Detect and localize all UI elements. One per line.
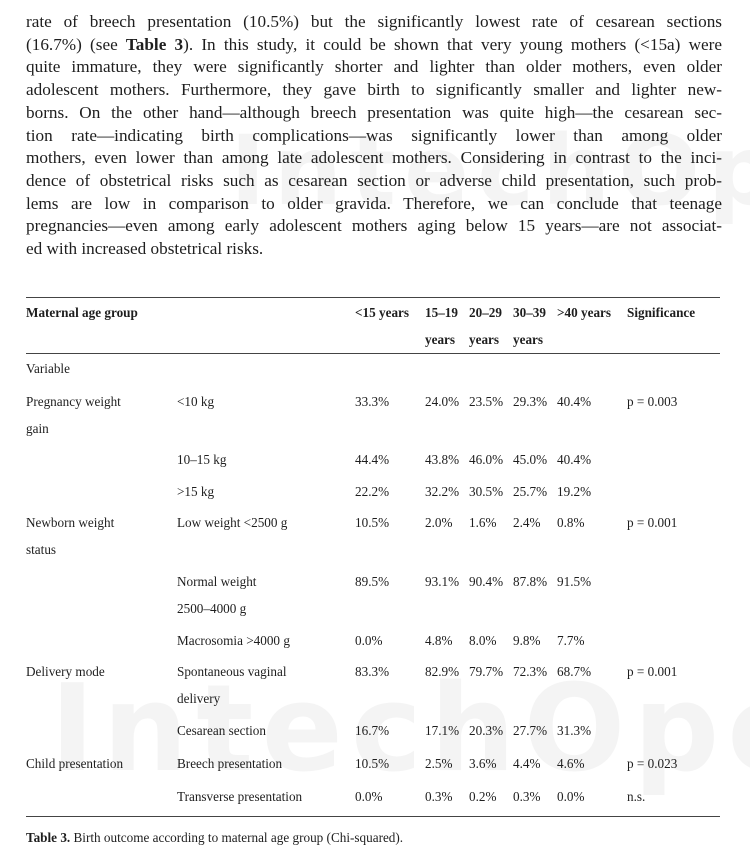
percentage-cell: 25.7% <box>513 484 548 499</box>
header-maternal-age-group: Maternal age group <box>26 305 138 320</box>
paragraph-line <box>26 11 722 34</box>
caption-label: Table 3. <box>26 830 71 845</box>
subcategory-label: Cesarean section <box>177 723 266 738</box>
percentage-cell: 0.3% <box>425 789 453 804</box>
paragraph-line <box>26 238 722 261</box>
table-top-rule <box>26 297 720 298</box>
percentage-cell: 82.9% <box>425 664 460 679</box>
watermark-bottom <box>50 660 750 799</box>
percentage-cell: 87.8% <box>513 574 548 589</box>
percentage-cell: 3.6% <box>469 756 497 771</box>
percentage-cell: 2.0% <box>425 515 453 530</box>
line-text: ed with increased obstetrical risks. <box>26 239 264 259</box>
percentage-cell: 43.8% <box>425 452 460 467</box>
percentage-cell: 40.4% <box>557 394 592 409</box>
line-text: adolescent mothers. Furthermore, they gave birth to significantly smaller and lighter new- <box>26 80 722 100</box>
subcategory-label: Macrosomia >4000 g <box>177 633 290 648</box>
percentage-cell: 29.3% <box>513 394 548 409</box>
table-bottom-rule <box>26 816 720 817</box>
percentage-cell: 83.3% <box>355 664 390 679</box>
percentage-cell: 79.7% <box>469 664 504 679</box>
subcategory-label: Transverse presentation <box>177 789 303 804</box>
paragraph-line <box>26 170 722 193</box>
percentage-cell: 68.7% <box>557 664 592 679</box>
percentage-cell: 24.0% <box>425 394 460 409</box>
line-text: ). In this study, it could be shown that very young mothers (<15a) were <box>183 34 722 54</box>
variable-name: Pregnancy weight <box>26 394 121 409</box>
significance-cell: n.s. <box>627 789 646 804</box>
header-30-39: 30–39 <box>513 305 546 320</box>
percentage-cell: 0.0% <box>355 633 383 648</box>
percentage-cell: 30.5% <box>469 484 504 499</box>
line-text: borns. On the other hand—although breech presentation was quite high—the cesarean sec- <box>26 102 722 122</box>
line-text: mothers, even lower than among late adolescent mothers. Considering in contrast to the inci- <box>26 148 722 168</box>
subcategory-label: Spontaneous vaginal <box>177 664 287 679</box>
percentage-cell: 4.8% <box>425 633 453 648</box>
percentage-cell: 89.5% <box>355 574 390 589</box>
header-15-19-years: years <box>425 332 456 347</box>
table-header-rule <box>26 353 720 354</box>
variable-label: Variable <box>26 361 70 376</box>
paragraph-line <box>26 215 722 238</box>
header-over-40: >40 years <box>557 305 612 320</box>
percentage-cell: 4.6% <box>557 756 585 771</box>
percentage-cell: 10.5% <box>355 515 390 530</box>
caption-text: Birth outcome according to maternal age group (Chi-squared). <box>70 830 404 845</box>
paragraph-line <box>26 147 722 170</box>
percentage-cell: 9.8% <box>513 633 541 648</box>
subcategory-label: delivery <box>177 691 221 706</box>
percentage-cell: 4.4% <box>513 756 541 771</box>
table-caption <box>26 830 403 846</box>
paragraph-line <box>26 34 722 57</box>
percentage-cell: 0.2% <box>469 789 497 804</box>
line-text: lems are low in comparison to older gravida. Therefore, we can conclude that teenage <box>26 193 722 213</box>
variable-name: Newborn weight <box>26 515 115 530</box>
significance-cell: p = 0.003 <box>627 394 678 409</box>
header-under-15: <15 years <box>355 305 410 320</box>
paragraph-line <box>26 79 722 102</box>
percentage-cell: 32.2% <box>425 484 460 499</box>
percentage-cell: 23.5% <box>469 394 504 409</box>
percentage-cell: 0.8% <box>557 515 585 530</box>
percentage-cell: 0.0% <box>557 789 585 804</box>
subcategory-label: >15 kg <box>177 484 215 499</box>
percentage-cell: 90.4% <box>469 574 504 589</box>
percentage-cell: 2.4% <box>513 515 541 530</box>
paragraph-line <box>26 56 722 79</box>
line-text: tion rate—indicating birth complications—was significantly lower than among older <box>26 125 722 145</box>
percentage-cell: 91.5% <box>557 574 592 589</box>
variable-name: Delivery mode <box>26 664 105 679</box>
variable-name: gain <box>26 421 49 436</box>
header-15-19: 15–19 <box>425 305 458 320</box>
percentage-cell: 7.7% <box>557 633 585 648</box>
percentage-cell: 27.7% <box>513 723 548 738</box>
paragraph-line <box>26 102 722 125</box>
line-text: dence of obstetrical risks such as cesarean section or adverse child presentation, such prob- <box>26 170 722 190</box>
percentage-cell: 31.3% <box>557 723 592 738</box>
subcategory-label: Low weight <2500 g <box>177 515 288 530</box>
percentage-cell: 2.5% <box>425 756 453 771</box>
percentage-cell: 16.7% <box>355 723 390 738</box>
percentage-cell: 19.2% <box>557 484 592 499</box>
subcategory-label: Breech presentation <box>177 756 283 771</box>
table-reference: Table 3 <box>125 34 184 54</box>
header-20-29: 20–29 <box>469 305 502 320</box>
subcategory-label: 2500–4000 g <box>177 601 247 616</box>
header-20-29-years: years <box>469 332 500 347</box>
percentage-cell: 40.4% <box>557 452 592 467</box>
significance-cell: p = 0.001 <box>627 664 678 679</box>
line-text: quite immature, they were significantly shorter and lighter than older mothers, even older <box>26 57 722 77</box>
subcategory-label: Normal weight <box>177 574 257 589</box>
percentage-cell: 44.4% <box>355 452 390 467</box>
line-text: rate of breech presentation (10.5%) but the significantly lowest rate of cesarean sections <box>26 12 722 31</box>
significance-cell: p = 0.001 <box>627 515 678 530</box>
body-paragraph <box>26 11 722 261</box>
percentage-cell: 0.3% <box>513 789 541 804</box>
subcategory-label: <10 kg <box>177 394 215 409</box>
percentage-cell: 17.1% <box>425 723 460 738</box>
subcategory-label: 10–15 kg <box>177 452 227 467</box>
percentage-cell: 46.0% <box>469 452 504 467</box>
paragraph-line <box>26 193 722 216</box>
percentage-cell: 20.3% <box>469 723 504 738</box>
percentage-cell: 33.3% <box>355 394 390 409</box>
percentage-cell: 93.1% <box>425 574 460 589</box>
percentage-cell: 0.0% <box>355 789 383 804</box>
header-30-39-years: years <box>513 332 544 347</box>
paragraph-line <box>26 125 722 148</box>
percentage-cell: 10.5% <box>355 756 390 771</box>
header-significance: Significance <box>627 305 696 320</box>
percentage-cell: 8.0% <box>469 633 497 648</box>
significance-cell: p = 0.023 <box>627 756 678 771</box>
line-text: pregnancies—even among early adolescent mothers aging below 15 years—are not associat- <box>26 216 722 236</box>
variable-name: status <box>26 542 57 557</box>
percentage-cell: 22.2% <box>355 484 390 499</box>
percentage-cell: 1.6% <box>469 515 497 530</box>
variable-name: Child presentation <box>26 756 124 771</box>
line-text: (16.7%) (see <box>26 34 126 54</box>
percentage-cell: 72.3% <box>513 664 548 679</box>
percentage-cell: 45.0% <box>513 452 548 467</box>
